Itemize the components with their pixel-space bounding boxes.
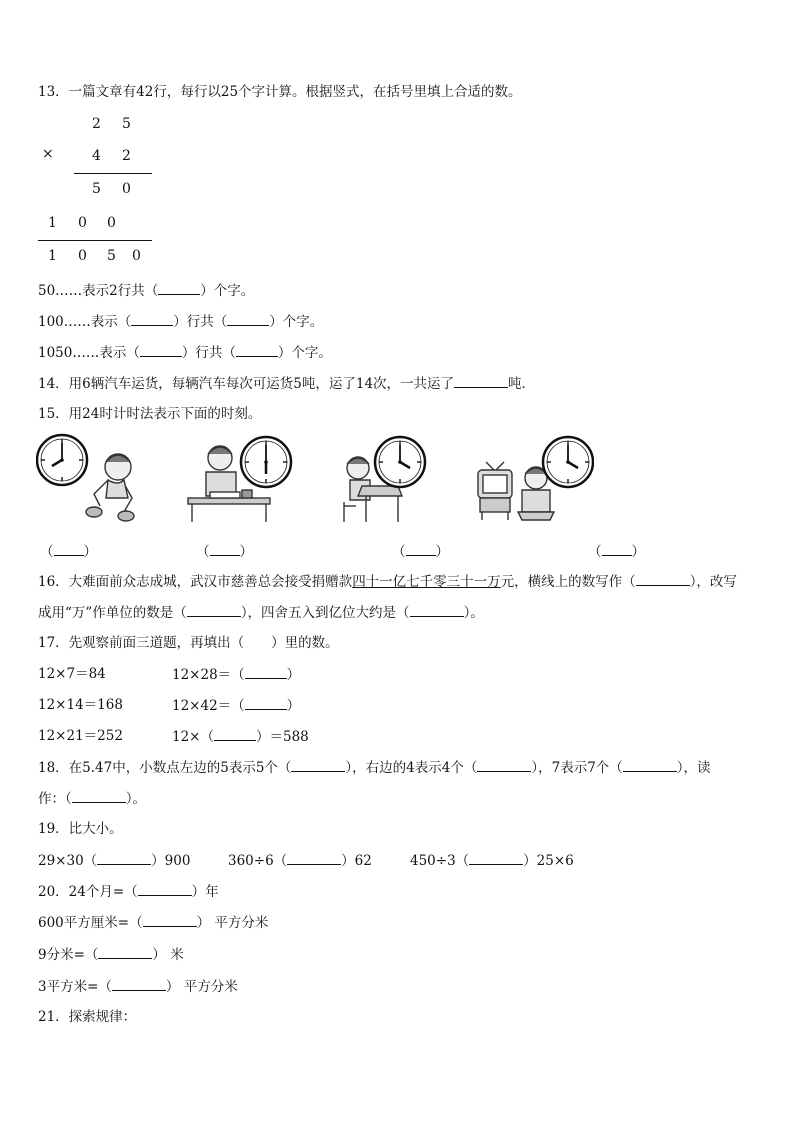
text: ）62 — [341, 853, 372, 869]
text: 3平方米=（ — [38, 979, 112, 995]
text: 50……表示2行共（ — [38, 283, 159, 299]
q20-line-2 — [38, 912, 268, 933]
text: 1050……表示（ — [38, 345, 140, 361]
answer-blank[interactable] — [291, 757, 345, 772]
clock-icon — [37, 435, 87, 485]
q17-stem: 17．先观察前面三道题，再填出（ ）里的数。 — [38, 635, 339, 651]
text: 12×28＝（ — [172, 667, 245, 683]
answer-blank[interactable] — [54, 541, 84, 556]
text: ） 米 — [152, 947, 184, 963]
q14 — [38, 373, 535, 394]
answer-blank[interactable] — [112, 976, 166, 991]
text: 450÷3（ — [410, 853, 470, 869]
text: 9分米=（ — [38, 947, 99, 963]
text: ） — [239, 544, 253, 560]
text: 360÷6（ — [228, 853, 288, 869]
q17-eq-1: 12×7＝84 — [38, 666, 106, 682]
text: ），7表示7个（ — [531, 760, 623, 776]
vm-digit: 0 — [78, 248, 87, 264]
answer-blank[interactable] — [245, 695, 287, 710]
q18-line-1 — [38, 757, 711, 778]
answer-blank[interactable] — [214, 726, 256, 741]
vm-digit: 5 — [92, 181, 101, 197]
text: 29×30（ — [38, 853, 98, 869]
boy-running-icon — [86, 454, 134, 521]
text: 18．在5.47中，小数点左边的5表示5个（ — [38, 760, 292, 776]
clock-icon — [241, 437, 291, 487]
q13-line-2 — [38, 311, 323, 332]
q21-stem: 21．探索规律： — [38, 1009, 137, 1025]
tv-icon — [478, 462, 512, 520]
vm-digit: 1 — [48, 215, 57, 231]
answer-blank[interactable] — [98, 944, 152, 959]
answer-blank[interactable] — [410, 602, 464, 617]
vm-digit: 2 — [122, 148, 131, 164]
text: 20．24个月=（ — [38, 884, 138, 900]
q19-stem: 19．比大小。 — [38, 821, 123, 837]
text: 12×（ — [172, 729, 214, 745]
text: ），读 — [676, 760, 711, 776]
text: ），四舍五入到亿位大约是（ — [240, 605, 410, 621]
vm-digit: 2 — [92, 116, 101, 132]
answer-blank[interactable] — [469, 850, 523, 865]
clock-picture-1 — [36, 432, 146, 524]
q13-line-3 — [38, 342, 332, 363]
text: ） — [286, 667, 301, 683]
answer-blank[interactable] — [623, 757, 677, 772]
q19-item-3 — [410, 850, 574, 871]
text: ） — [83, 544, 97, 560]
text: 元，横线上的数写作（ — [500, 574, 636, 590]
clock-picture-2 — [186, 432, 296, 526]
clock-icon — [543, 437, 593, 487]
text: ）25×6 — [523, 853, 574, 869]
answer-blank[interactable] — [143, 912, 197, 927]
answer-blank[interactable] — [187, 602, 241, 617]
q20-line-3 — [38, 944, 184, 965]
text: ）。 — [125, 791, 146, 807]
answer-blank[interactable] — [72, 788, 126, 803]
text: 14．用6辆汽车运货，每辆汽车每次可运货5吨，运了14次，一共运了 — [38, 376, 455, 392]
text: 16．大难面前众志成城，武汉市慈善总会接受捐赠款 — [38, 574, 353, 590]
text: 吨． — [508, 376, 536, 392]
answer-blank[interactable] — [227, 311, 269, 326]
answer-blank[interactable] — [287, 850, 341, 865]
q17-eq-2: 12×14＝168 — [38, 697, 123, 713]
vm-digit: 4 — [92, 148, 101, 164]
q17-eq-3: 12×21＝252 — [38, 728, 123, 744]
clock-icon — [375, 437, 425, 487]
q19-item-2 — [228, 850, 372, 871]
clock-picture-4 — [474, 432, 594, 526]
answer-blank[interactable] — [158, 280, 200, 295]
text: ）900 — [151, 853, 191, 869]
text: ） — [631, 544, 645, 560]
times-sign: × — [42, 146, 54, 162]
vm-digit: 0 — [107, 215, 116, 231]
answer-blank[interactable] — [406, 541, 436, 556]
answer-blank[interactable] — [131, 311, 173, 326]
answer-blank[interactable] — [454, 373, 508, 388]
answer-blank[interactable] — [477, 757, 531, 772]
text: ）。 — [463, 605, 484, 621]
q17-fill-1 — [172, 664, 300, 685]
text: （ — [588, 544, 602, 560]
text: 100……表示（ — [38, 314, 132, 330]
answer-blank[interactable] — [210, 541, 240, 556]
q13-stem: 13．一篇文章有42行，每行以25个字计算。根据竖式，在括号里填上合适的数。 — [38, 84, 522, 100]
q19-item-1 — [38, 850, 190, 871]
text: ）行共（ — [173, 314, 228, 330]
text: 作：（ — [38, 791, 72, 807]
q16-line-1 — [38, 571, 737, 592]
text: ），改写 — [689, 574, 737, 590]
text: ），右边的4表示4个（ — [345, 760, 478, 776]
text: ）个字。 — [277, 345, 332, 361]
text: ） 平方分米 — [196, 915, 269, 931]
answer-blank[interactable] — [140, 342, 182, 357]
q15-answer-2 — [196, 540, 253, 560]
text: ） 平方分米 — [165, 979, 238, 995]
underlined-amount: 四十一亿七千零三十一万 — [352, 574, 501, 590]
vm-digit: 0 — [78, 215, 87, 231]
q15-answer-1 — [40, 540, 97, 560]
text: 12×42＝（ — [172, 698, 245, 714]
vm-digit: 1 — [48, 248, 57, 264]
vm-digit: 0 — [122, 181, 131, 197]
q18-line-2 — [38, 788, 146, 809]
vm-digit: 0 — [132, 248, 141, 264]
text: 600平方厘米=（ — [38, 915, 143, 931]
text: ）行共（ — [181, 345, 236, 361]
q17-fill-3 — [172, 726, 309, 747]
text: ）个字。 — [200, 283, 255, 299]
vm-digit: 5 — [107, 248, 116, 264]
answer-blank[interactable] — [245, 664, 287, 679]
text: ）年 — [191, 884, 219, 900]
q16-line-2 — [38, 602, 484, 623]
q15-stem: 15．用24时计时法表示下面的时刻。 — [38, 406, 262, 422]
text: ）个字。 — [269, 314, 324, 330]
answer-blank[interactable] — [236, 342, 278, 357]
q15-answer-3 — [392, 540, 449, 560]
text: （ — [392, 544, 406, 560]
answer-blank[interactable] — [97, 850, 151, 865]
text: ） — [286, 698, 301, 714]
answer-blank[interactable] — [636, 571, 690, 586]
text: （ — [196, 544, 210, 560]
q13-line-1 — [38, 280, 254, 301]
q17-fill-2 — [172, 695, 300, 716]
q20-line-4 — [38, 976, 238, 997]
vm-digit: 5 — [122, 116, 131, 132]
q20-line-1 — [38, 881, 219, 902]
text: （ — [40, 544, 54, 560]
q15-answer-4 — [588, 540, 645, 560]
clock-picture-3 — [336, 432, 436, 526]
text: 成用“万”作单位的数是（ — [38, 605, 187, 621]
text: ）＝588 — [256, 729, 309, 745]
text: ） — [435, 544, 449, 560]
answer-blank[interactable] — [138, 881, 192, 896]
answer-blank[interactable] — [602, 541, 632, 556]
